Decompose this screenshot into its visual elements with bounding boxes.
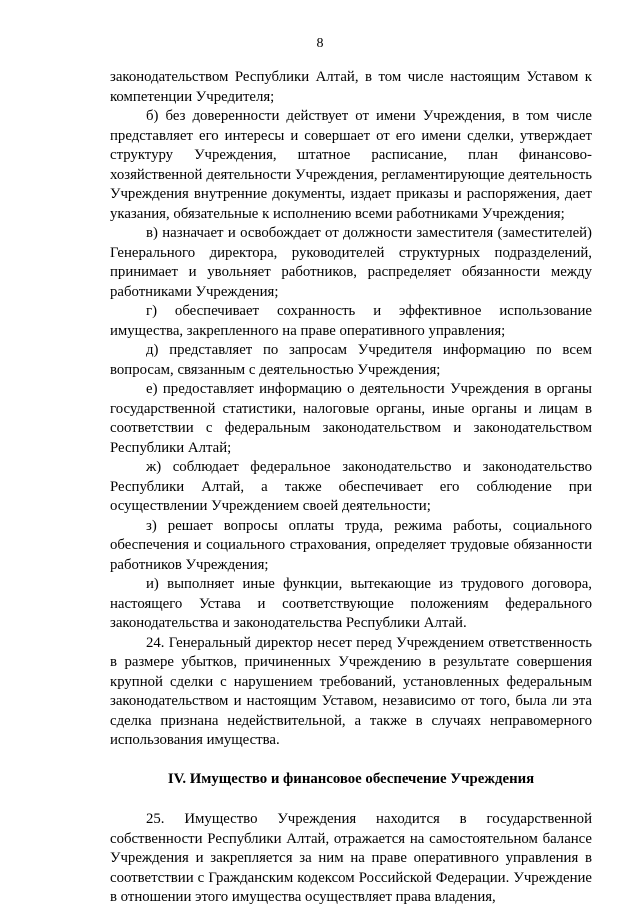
paragraph-24: 24. Генеральный директор несет перед Учреждением ответственность в размере убытков, причиненных Учреждению в результате совершения крупной сделки с нарушением требований, установленных федеральным законодательством и настоящим Уставом, независимо от того, была ли эта сделка признана недействительной, а также в случаях неправомерного использования имущества. [110, 634, 592, 748]
paragraph-z: з) решает вопросы оплаты труда, режима работы, социального обеспечения и социального страхования, определяет трудовые обязанности работников Учреждения; [110, 517, 592, 573]
document-body [110, 68, 592, 908]
paragraph-zh: ж) соблюдает федеральное законодательство и законодательство Республики Алтай, а также обеспечивает его соблюдение при осуществлении Учреждением своей деятельности; [110, 459, 592, 514]
paragraph-d: д) представляет по запросам Учредителя информацию по всем вопросам, связанным с деятельностью Учреждения; [110, 342, 592, 378]
paragraph-i: и) выполняет иные функции, вытекающие из трудового договора, настоящего Устава и соответствующие положениям федерального законодательства и законодательства Республики Алтай. [110, 576, 592, 631]
spacer [110, 751, 592, 770]
paragraph-b: б) без доверенности действует от имени Учреждения, в том числе представляет его интересы и совершает от его имени сделки, утверждает структуру Учреждения, штатное расписание, план финансово-хозяйственной деятельности Учреждения, регламентирующие деятельность Учреждения внутренние документы, издает приказы и распоряжения, дает указания, обязательные к исполнению всеми работниками Учреждения; [110, 108, 592, 222]
paragraph-continuation: законодательством Республики Алтай, в том числе настоящим Уставом к компетенции Учредителя; [110, 69, 592, 105]
paragraph-e: е) предоставляет информацию о деятельности Учреждения в органы государственной статистики, налоговые органы, иные органы и лицам в соответствии с федеральным законодательством и законодательством Республики Алтай; [110, 381, 592, 456]
spacer [110, 789, 592, 810]
paragraph-v: в) назначает и освобождает от должности заместителя (заместителей) Генерального директора, руководителей структурных подразделений, принимает и увольняет работников, распределяет обязанности между работниками Учреждения; [110, 225, 592, 300]
paragraph-25: 25. Имущество Учреждения находится в государственной собственности Республики Алтай, отражается на самостоятельном балансе Учреждения и закрепляется за ним на праве оперативного управления в соответствии с Гражданским кодексом Российской Федерации. Учреждение в отношении этого имущества осуществляет права владения, [110, 811, 592, 905]
paragraph-g: г) обеспечивает сохранность и эффективное использование имущества, закрепленного на праве оперативного управления; [110, 303, 592, 339]
page-number: 8 [316, 36, 324, 51]
section-heading: IV. Имущество и финансовое обеспечение Учреждения [167, 770, 535, 787]
